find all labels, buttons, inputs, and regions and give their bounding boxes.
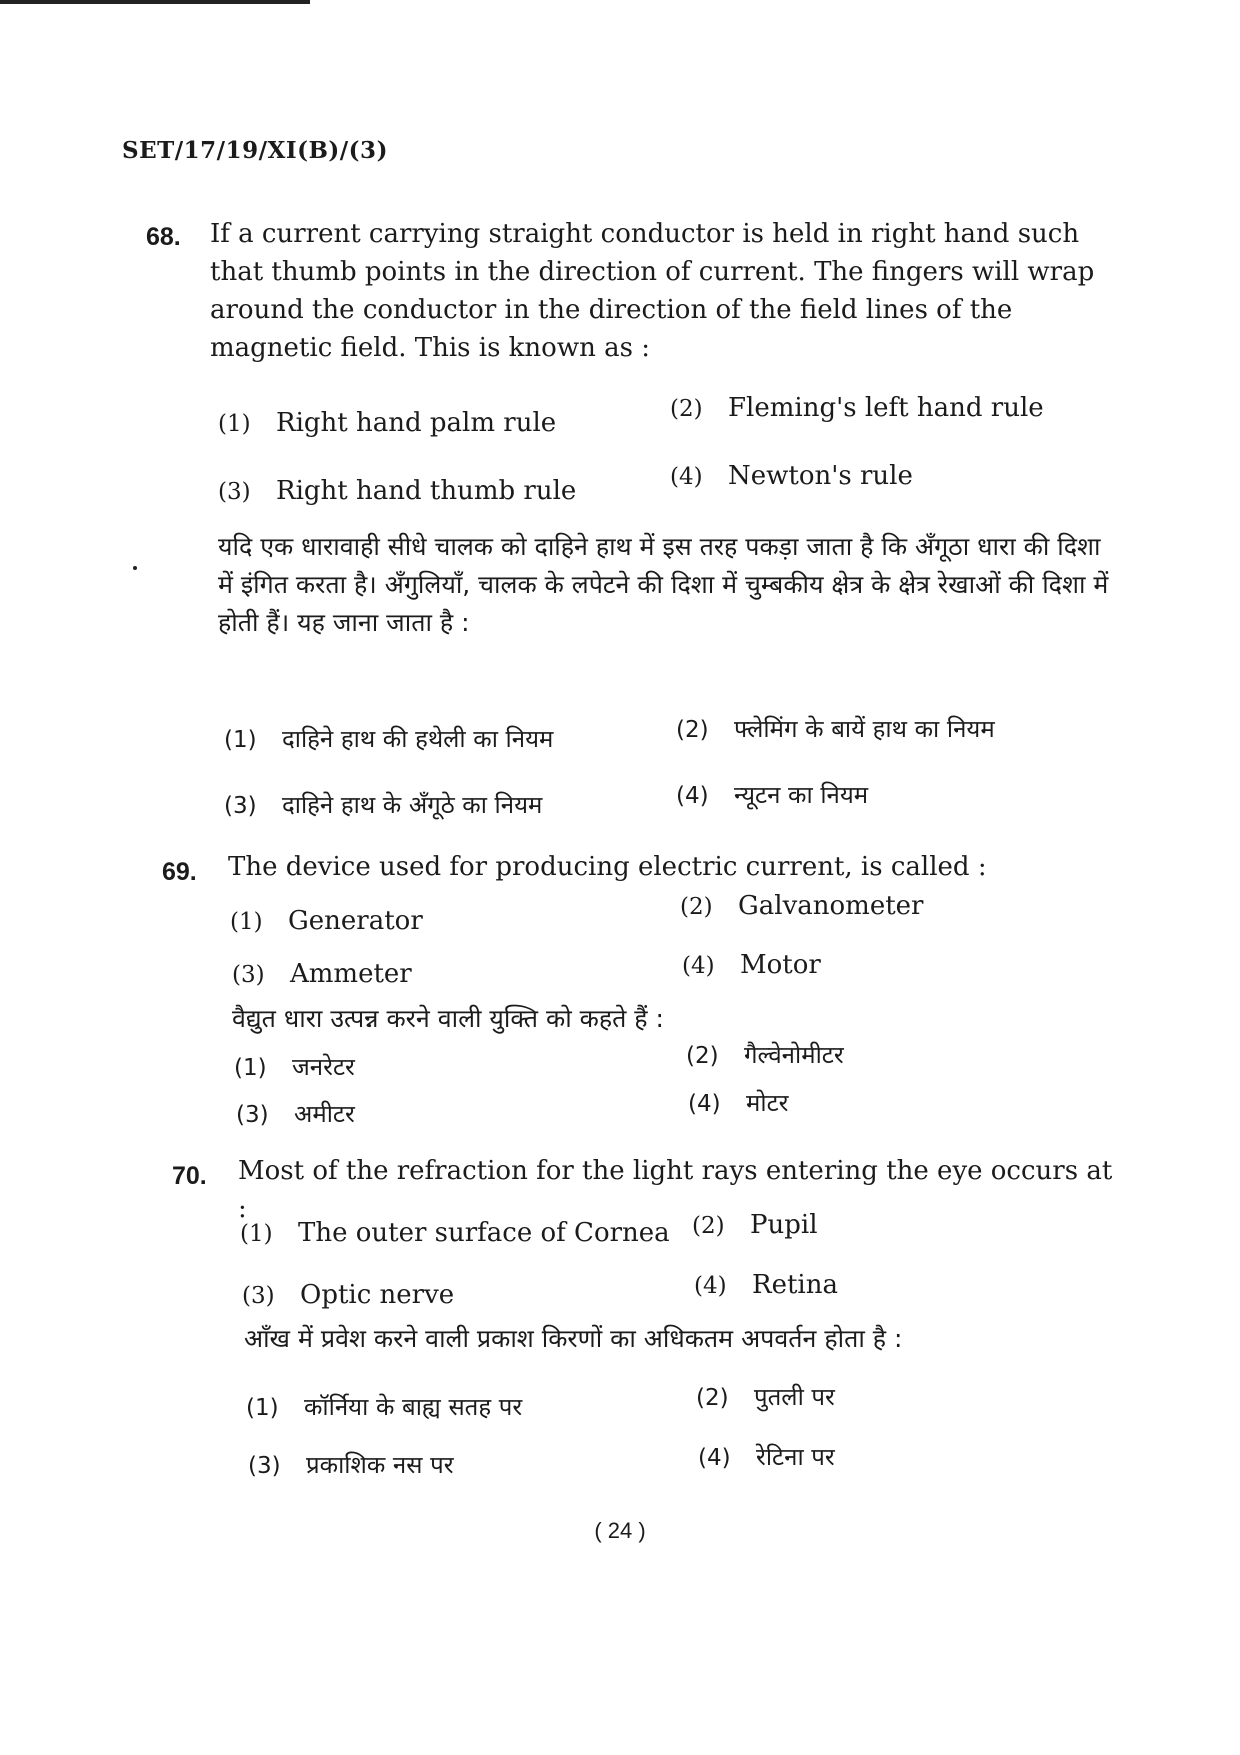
option-text: Optic nerve — [300, 1280, 455, 1310]
option-number: (2) — [670, 396, 703, 422]
option-number: (1) — [240, 1221, 273, 1247]
option-number: (3) — [218, 479, 251, 505]
option-text: रेटिना पर — [756, 1443, 835, 1471]
option-number: (2) — [680, 894, 713, 920]
option-text: Pupil — [750, 1210, 818, 1240]
option-en — [694, 1270, 838, 1300]
question-number: 68. — [146, 223, 181, 251]
option-number: (2) — [676, 717, 709, 743]
option-hi — [676, 778, 868, 811]
option-hi — [686, 1038, 844, 1071]
option-number: (3) — [242, 1283, 275, 1309]
question-text-en: If a current carrying straight conductor is held in right hand such that thumb points in the direction of current. The fingers will wrap around the conductor in the direction of the field lines of the magnetic field. This is known as : — [210, 219, 1095, 363]
option-en — [218, 476, 576, 506]
option-en — [680, 891, 923, 921]
option-hi — [696, 1380, 835, 1413]
option-text: जनरेटर — [292, 1053, 355, 1081]
option-text: प्रकाशिक नस पर — [306, 1451, 454, 1479]
option-number: (1) — [218, 411, 251, 437]
option-text: Fleming's left hand rule — [728, 393, 1044, 423]
option-en — [670, 461, 913, 491]
option-text: अमीटर — [294, 1100, 355, 1128]
option-en — [240, 1218, 670, 1248]
option-hi — [224, 722, 553, 755]
option-number: (4) — [694, 1273, 727, 1299]
option-text: Ammeter — [290, 959, 412, 989]
option-number: (4) — [682, 953, 715, 979]
option-number: (3) — [236, 1102, 269, 1128]
option-number: (1) — [246, 1395, 279, 1421]
option-en — [242, 1280, 454, 1310]
option-text: गैल्वेनोमीटर — [744, 1041, 844, 1069]
option-en — [682, 950, 821, 980]
option-number: (2) — [696, 1385, 729, 1411]
option-text: दाहिने हाथ की हथेली का नियम — [282, 725, 554, 753]
option-text: Newton's rule — [728, 461, 913, 491]
option-number: (2) — [686, 1043, 719, 1069]
stray-dot — [133, 566, 137, 570]
option-text: Generator — [288, 906, 423, 936]
page-number: ( 24 ) — [594, 1518, 646, 1543]
option-text: दाहिने हाथ के अँगूठे का नियम — [282, 791, 543, 819]
question-number: 70. — [172, 1162, 207, 1190]
option-number: (4) — [688, 1091, 721, 1117]
option-text: मोटर — [746, 1089, 789, 1117]
question-text-hi: वैद्युत धारा उत्पन्न करने वाली युक्ति को कहते हैं : — [232, 1004, 664, 1033]
option-en — [218, 408, 556, 438]
option-text: Galvanometer — [738, 891, 924, 921]
option-number: (4) — [698, 1445, 731, 1471]
option-number: (1) — [224, 727, 257, 753]
question-text-en: Most of the refraction for the light rays entering the eye occurs at : — [238, 1156, 1113, 1224]
option-hi — [248, 1448, 454, 1481]
option-number: (4) — [670, 464, 703, 490]
option-text: The outer surface of Cornea — [298, 1218, 670, 1248]
option-text: Retina — [752, 1270, 838, 1300]
option-text: Motor — [740, 950, 821, 980]
question-text-hi: यदि एक धारावाही सीधे चालक को दाहिने हाथ में इस तरह पकड़ा जाता है कि अँगूठा धारा की दिशा में इंगित करता है। अँगुलियाँ, चालक के लपेटने की दिशा में चुम्बकीय क्षेत्र के क्षेत्र रेखाओं की दिशा में होती हैं। यह जाना जाता है : — [218, 532, 1109, 637]
option-number: (3) — [224, 793, 257, 819]
option-en — [692, 1210, 818, 1240]
question-text-hi: आँख में प्रवेश करने वाली प्रकाश किरणों का अधिकतम अपवर्तन होता है : — [244, 1324, 903, 1353]
option-hi — [234, 1050, 355, 1083]
option-hi — [246, 1390, 522, 1423]
question-text-en: The device used for producing electric current, is called : — [228, 852, 987, 882]
option-number: (1) — [230, 909, 263, 935]
top-rule — [0, 0, 310, 4]
option-hi — [224, 788, 542, 821]
option-hi — [698, 1440, 835, 1473]
option-number: (4) — [676, 783, 709, 809]
option-text: फ्लेमिंग के बायें हाथ का नियम — [734, 715, 995, 743]
option-hi — [236, 1097, 355, 1130]
option-en — [232, 959, 412, 989]
set-code: SET/17/19/XI(B)/(3) — [122, 137, 388, 164]
question-number: 69. — [162, 858, 197, 886]
option-text: न्यूटन का नियम — [734, 781, 869, 809]
option-hi — [688, 1086, 788, 1119]
option-en — [670, 393, 1044, 423]
option-number: (3) — [248, 1453, 281, 1479]
option-en — [230, 906, 423, 936]
option-hi — [676, 712, 995, 745]
option-text: Right hand palm rule — [276, 408, 557, 438]
option-text: कॉर्निया के बाह्य सतह पर — [304, 1393, 523, 1421]
option-text: Right hand thumb rule — [276, 476, 577, 506]
option-text: पुतली पर — [754, 1383, 835, 1411]
option-number: (1) — [234, 1055, 267, 1081]
option-number: (3) — [232, 962, 265, 988]
option-number: (2) — [692, 1213, 725, 1239]
